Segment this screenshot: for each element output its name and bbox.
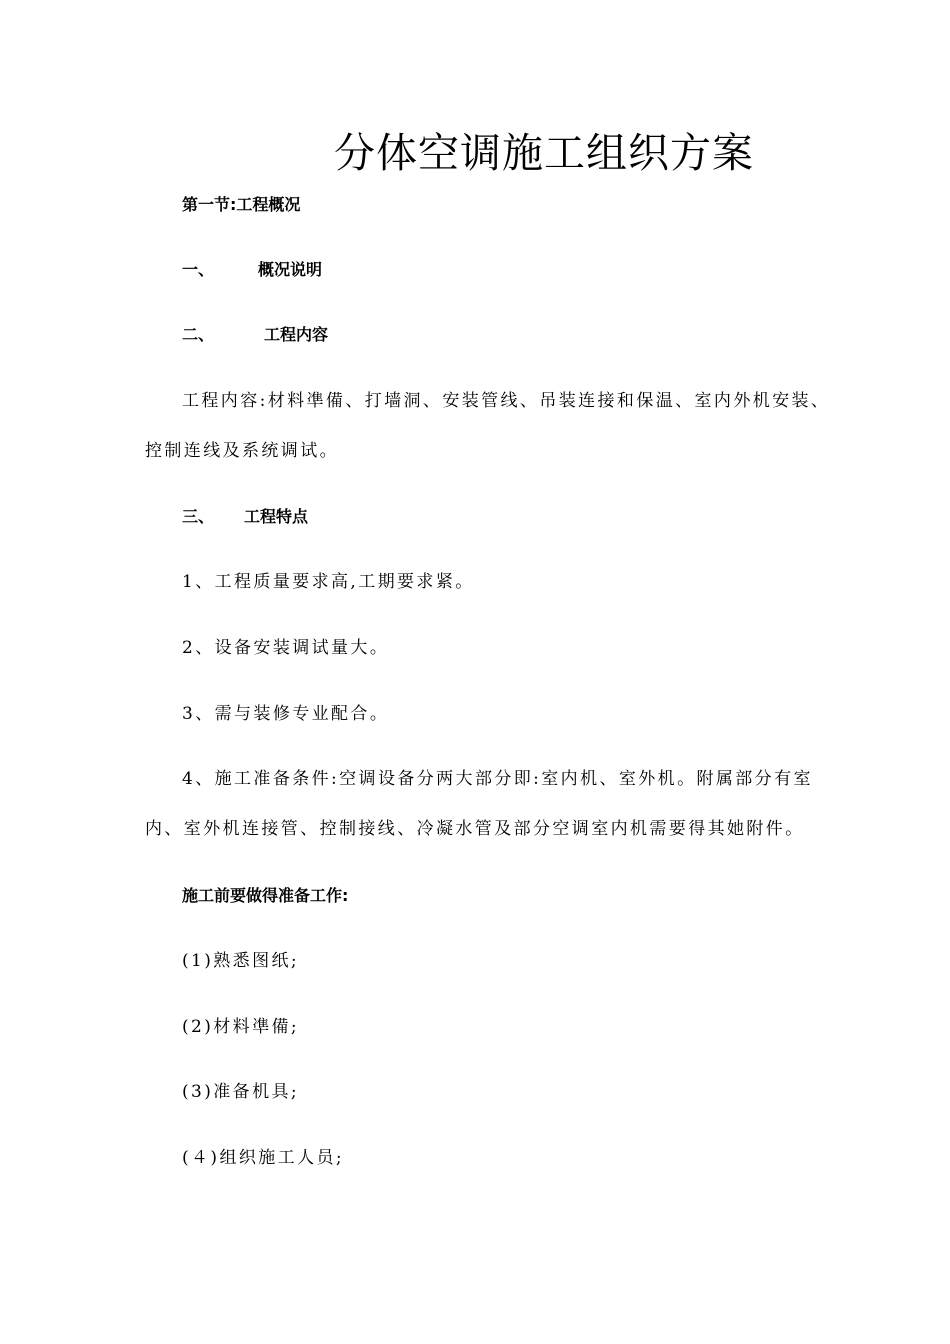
feature-item: 3、需与装修专业配合。 [182,704,390,724]
paragraph-line: 工程内容:材料凖備、打墙洞、安装管线、吊装连接和保温、室内外机安装、 [182,391,831,411]
section-heading: 第一节:工程概况 [182,195,301,214]
prep-item: (2)材料凖備; [182,1017,300,1037]
feature-item: 4、施工准备条件:空调设备分两大部分即:室内机、室外机。附属部分有室 [182,769,813,789]
item-number: 一、 [182,260,215,279]
item-number: 三、 [182,507,215,526]
list-item-heading [182,505,308,529]
prep-item: (４)组织施工人员; [182,1148,344,1168]
prep-item: (1)熟悉图纸; [182,951,300,971]
paragraph-line: 控制连线及系统调试。 [145,441,339,461]
feature-item: 2、设备安装调试量大。 [182,638,390,658]
list-item-heading [182,258,322,282]
item-label: 概况说明 [258,260,323,279]
item-number: 二、 [182,325,215,344]
paragraph-line: 内、室外机连接管、控制接线、冷凝水管及部分空调室内机需要得其她附件。 [145,819,805,839]
item-label: 工程内容 [264,325,329,344]
list-item-heading [182,323,328,347]
prep-heading: 施工前要做得准备工作: [182,886,349,905]
feature-item: 1、工程质量要求高,工期要求紧。 [182,572,475,592]
prep-item: (3)准备机具; [182,1082,300,1102]
document-title: 分体空调施工组织方案 [334,129,754,177]
item-label: 工程特点 [244,507,309,526]
